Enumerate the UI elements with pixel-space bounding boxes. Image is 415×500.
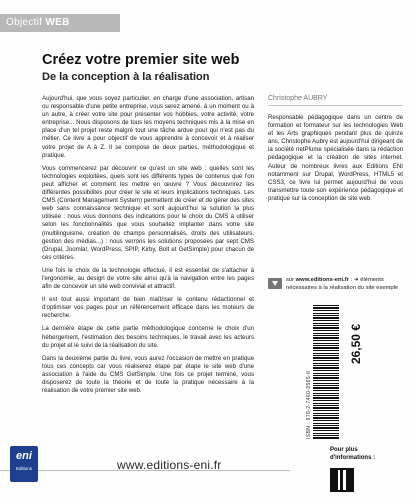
publisher-url[interactable]: www.editions-eni.fr (117, 458, 222, 472)
description-paragraph: Aujourd'hui, que vous soyez particulier, en charge d'une association, artisan ou responsable d'une petite entreprise, vous serez amené, à un moment ou à un autre, à créer votre site pour présenter vos hobbies, votre activité, votre entreprise... Nous disposons de tous les moyens techniques mis à la mise en place d'un tel projet reste malgré tout une tâche ardue pour qui n'est pas du métier. Ce livre a pour objectif de vous apprendre à concevoir et à réaliser votre projet de A à Z. Il se compose de deux parties, méthodologique et pratique. (42, 95, 254, 159)
description-paragraph: Vous commencerez par découvrir ce qu'est un site web : quelles sont les technologies exploitées, quels sont les différents types de contenus que l'on peut afficher et comment les mettre en œuvre ? Vous découvrirez les différentes possibilités pour créer le site et leurs implications techniques. Les CMS (Content Management System) permettent de créer et de gérer des sites web sans connaissance technique et sont aujourd'hui la solution la plus utilisée : nous vous donnons des indications pour le choix du CMS à utiliser selon les fonctionnalités que vous souhaitez implanter dans votre site (multilinguisme, création de champs personnalisés, droits des utilisateurs, gestion des médias...) : nous verrons les solutions proposées par sept CMS (Drupal, Joomla!, WordPress, SPIP, Kirby, Bolt et GetSimple) pour chacun de ces critères. (42, 164, 254, 261)
download-icon (268, 278, 282, 289)
download-site-link[interactable]: www.editions-eni.fr (295, 277, 349, 283)
download-note (268, 277, 408, 292)
logo-eni-text: eni (16, 450, 32, 462)
author-bio: Responsable pédagogique dans un centre de formation et formateur sur les technologies Web et les Arts graphiques pendant plus de quinze ans, Christophe Aubry est aujourd'hui dirigeant de la société netPlume spécialisée dans la rédaction pédagogique et la création de sites internet. Auteur de nombreux livres aux Editions ENI notamment sur Drupal, WordPress, HTML5 et CSS3, ce livre lui permet aujourd'hui de vous transmettre toute son expérience pédagogique et pratique sur la conception de site web. (268, 114, 403, 202)
description-paragraph: La dernière étape de cette partie méthodologique concerne le choix d'un hébergement, l'estimation des besoins techniques, le travail avec les acteurs du projet et le suivi de la réalisation du site. (42, 325, 254, 349)
isbn-text: ISBN : 978-2-7460-9565-6 (306, 370, 312, 439)
description-column (42, 95, 254, 400)
author-column (268, 95, 403, 203)
publisher-logo (10, 446, 38, 482)
barcode (313, 305, 339, 439)
title-block (42, 52, 402, 83)
series-prefix: Objectif (6, 17, 46, 28)
series-banner (0, 14, 120, 32)
download-note-text (286, 277, 408, 292)
more-info-label: Pour plus d'informations : (330, 447, 376, 461)
author-name: Christophe AUBRY (268, 95, 403, 106)
download-prefix: sur (286, 277, 296, 283)
barcode-block (306, 305, 346, 439)
description-paragraph: Il est tout aussi important de bien maîtriser le contenu rédactionnel et d'optimiser vos pages pour un référencement efficace dans les moteurs de recherche. (42, 296, 254, 320)
book-title: Créez votre premier site web (42, 52, 240, 68)
download-description: : ➜ éléments nécessaires à la réalisation du site exemple (286, 277, 399, 291)
description-paragraph: Une fois le choix de la technologie effectué, il est essentiel de s'attacher à l'ergonomie, au design de votre site ainsi qu'à la navigation entre les pages afin de concevoir un site web convivial et attractif. (42, 266, 254, 291)
book-subtitle: De la conception à la réalisation (42, 71, 210, 83)
logo-editions-text: Editions (15, 466, 32, 471)
description-paragraph: Dans la deuxième partie du livre, vous aurez l'occasion de mettre en pratique tous ces concepts car vous réaliserez étape par étape le site web d'une association à l'aide du CMS GetSimple. Une fois ce projet terminé, vous disposerez de toute la théorie et de toute la pratique nécessaire à la réalisation de votre premier site web. (42, 354, 254, 395)
price-label: 26,50 € (349, 324, 363, 365)
qr-code[interactable] (330, 468, 354, 492)
series-name: WEB (45, 17, 70, 28)
